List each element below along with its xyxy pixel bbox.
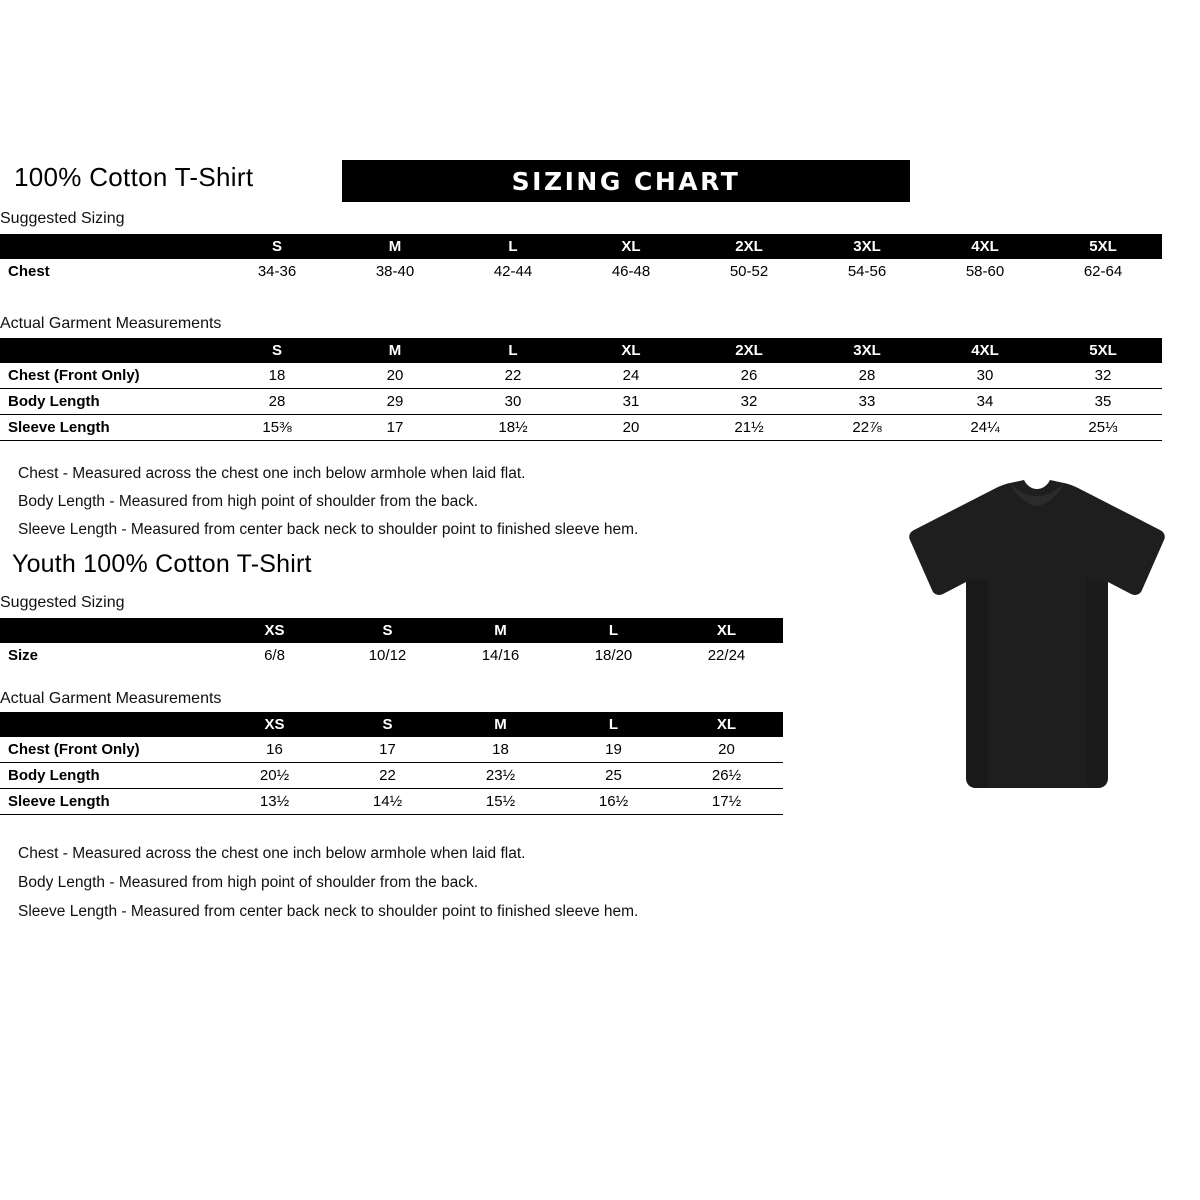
row-label: Chest (Front Only) [8,741,140,758]
table-header-row [0,234,1162,259]
youth-note-body-length: Body Length - Measured from high point of shoulder from the back. [18,874,479,891]
column-header: XS [218,712,331,737]
cell: 26 [740,367,758,384]
row-label: Sleeve Length [8,793,110,810]
cell: 14/16 [481,647,520,664]
cell: 29 [386,393,404,410]
column-header [0,338,218,363]
cell: 35 [1094,393,1112,410]
table-row [0,789,783,815]
column-header: S [331,618,444,643]
cell: 13½ [259,793,290,810]
cell: 26½ [711,767,742,784]
column-header: 3XL [808,338,926,363]
table-header-row [0,338,1162,363]
cell: 25⅓ [1088,419,1118,436]
column-header: XL [572,338,690,363]
cell: 22⅞ [852,419,882,436]
cell: 30 [976,367,994,384]
youth-note-chest: Chest - Measured across the chest one inch below armhole when laid flat. [18,845,526,862]
table-row [0,363,1162,389]
sizing-chart-banner [342,160,910,202]
youth-suggested-sizing-table [0,618,783,668]
cell: 50-52 [729,263,769,280]
sizing-chart-banner-label: SIZING CHART [511,167,741,196]
cell: 24 [622,367,640,384]
adult-actual-measurements-label: Actual Garment Measurements [0,315,222,332]
cell: 32 [1094,367,1112,384]
cell: 17½ [711,793,742,810]
cell: 15⅜ [262,419,292,436]
cell: 22 [504,367,522,384]
column-header: L [454,234,572,259]
column-header: XS [218,618,331,643]
cell: 16½ [598,793,629,810]
column-header [0,618,218,643]
cell: 58-60 [965,263,1005,280]
cell: 20½ [259,767,290,784]
cell: 19 [605,741,622,758]
cell: 42-44 [493,263,533,280]
column-header [0,234,218,259]
cell: 23½ [485,767,516,784]
adult-suggested-sizing-label: Suggested Sizing [0,210,125,227]
cell: 62-64 [1083,263,1123,280]
column-header: L [557,618,670,643]
cell: 17 [379,741,396,758]
column-header: XL [670,618,783,643]
tshirt-icon [892,478,1182,808]
column-header: 3XL [808,234,926,259]
cell: 15½ [485,793,516,810]
column-header: M [444,618,557,643]
column-header: M [336,338,454,363]
cell: 10/12 [368,647,407,664]
cell: 22 [379,767,396,784]
cell: 16 [266,741,283,758]
cell: 25 [605,767,622,784]
column-header: XL [572,234,690,259]
cell: 33 [858,393,876,410]
table-header-row [0,712,783,737]
column-header: 4XL [926,234,1044,259]
column-header [0,712,218,737]
cell: 31 [622,393,640,410]
cell: 46-48 [611,263,651,280]
row-label: Size [8,647,39,664]
row-label: Sleeve Length [8,419,110,436]
cell: 34 [976,393,994,410]
cell: 18/20 [594,647,633,664]
row-label: Body Length [8,393,100,410]
youth-suggested-sizing-label: Suggested Sizing [0,594,125,611]
column-header: 2XL [690,234,808,259]
cell: 30 [504,393,522,410]
youth-actual-measurements-table [0,712,783,815]
table-row [0,643,783,668]
adult-suggested-sizing-table [0,234,1162,284]
cell: 18 [492,741,509,758]
adult-actual-measurements-table [0,338,1162,441]
table-row [0,389,1162,415]
column-header: 2XL [690,338,808,363]
column-header: 4XL [926,338,1044,363]
cell: 24¼ [970,419,1000,436]
tshirt-illustration [892,478,1182,808]
cell: 14½ [372,793,403,810]
column-header: 5XL [1044,338,1162,363]
table-header-row [0,618,783,643]
row-label: Chest (Front Only) [8,367,140,384]
column-header: M [444,712,557,737]
cell: 34-36 [257,263,297,280]
cell: 22/24 [707,647,746,664]
row-label: Chest [8,263,50,280]
table-row [0,415,1162,441]
cell: 6/8 [264,647,285,664]
column-header: L [454,338,572,363]
cell: 21½ [734,419,764,436]
youth-note-sleeve-length: Sleeve Length - Measured from center back neck to shoulder point to finished sleeve hem. [18,903,639,920]
page-title: 100% Cotton T-Shirt [14,162,254,192]
column-header: S [331,712,444,737]
cell: 20 [718,741,735,758]
cell: 17 [386,419,404,436]
column-header: S [218,338,336,363]
table-row [0,763,783,789]
cell: 28 [268,393,286,410]
column-header: XL [670,712,783,737]
adult-note-sleeve-length: Sleeve Length - Measured from center back neck to shoulder point to finished sleeve hem. [18,521,639,538]
adult-note-body-length: Body Length - Measured from high point of shoulder from the back. [18,493,479,510]
cell: 38-40 [375,263,415,280]
cell: 20 [622,419,640,436]
row-label: Body Length [8,767,100,784]
table-row [0,259,1162,284]
table-row [0,737,783,763]
youth-actual-measurements-label: Actual Garment Measurements [0,690,222,707]
column-header: L [557,712,670,737]
cell: 28 [858,367,876,384]
header [14,160,1186,202]
column-header: S [218,234,336,259]
cell: 32 [740,393,758,410]
cell: 54-56 [847,263,887,280]
cell: 18 [268,367,286,384]
cell: 20 [386,367,404,384]
column-header: 5XL [1044,234,1162,259]
column-header: M [336,234,454,259]
cell: 18½ [498,419,528,436]
youth-section-title: Youth 100% Cotton T-Shirt [12,550,312,578]
adult-note-chest: Chest - Measured across the chest one inch below armhole when laid flat. [18,465,526,482]
